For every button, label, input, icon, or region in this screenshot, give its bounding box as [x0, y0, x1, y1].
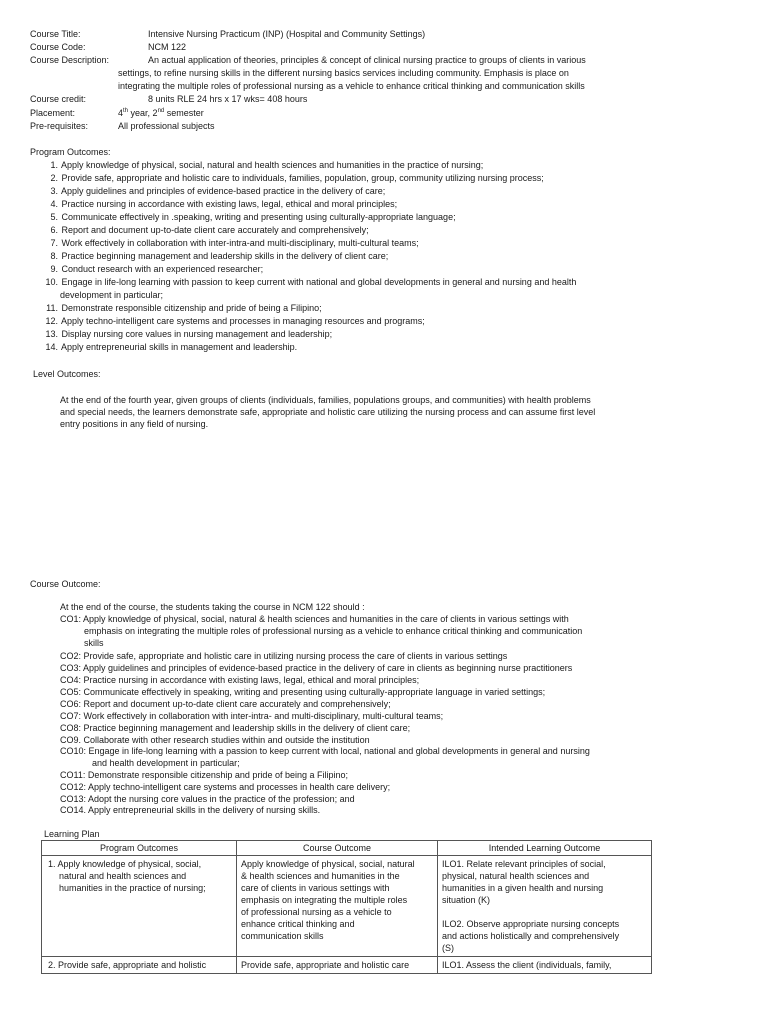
learning-plan-table: [41, 840, 652, 974]
learning-plan-heading: Learning Plan: [44, 829, 100, 839]
program-outcome-item: [44, 198, 684, 210]
program-outcome-item: [44, 250, 684, 262]
program-outcome-item: [44, 172, 684, 184]
course-description-line: An actual application of theories, principles & concept of clinical nursing practice to groups of clients in various: [148, 55, 586, 65]
course-outcome-line: CO10: Engage in life-long learning with a passion to keep current with local, national and global developments in general and nursing: [60, 746, 590, 756]
course-title-label: Course Title:: [30, 29, 81, 39]
course-description-label: Course Description:: [30, 55, 110, 65]
course-code-value: NCM 122: [148, 42, 187, 52]
course-outcome-line: CO12: Apply techno-intelligent care systems and processes in health care delivery;: [60, 782, 391, 792]
course-code-label: Course Code:: [30, 42, 86, 52]
course-outcome-line: CO7: Work effectively in collaboration with inter-intra- and multi-disciplinary, multi-cultural teams;: [60, 711, 444, 721]
placement-year: 4: [118, 108, 124, 118]
course-outcome-line: CO4: Practice nursing in accordance with existing laws, legal, ethical and moral principles;: [60, 675, 420, 685]
cell-line: (S): [442, 943, 454, 953]
cell-line: communication skills: [241, 931, 324, 941]
cell-line: care of clients in various settings with: [241, 883, 390, 893]
course-outcome-line: CO13: Adopt the nursing core values in the practice of the profession; and: [60, 794, 355, 804]
program-outcome-text: Display nursing core values in nursing management and leadership;: [61, 329, 333, 339]
program-outcome-text: Engage in life-long learning with passion to keep current with national and global developments in general and nursing and health: [61, 277, 577, 287]
course-outcome-line: CO3: Apply guidelines and principles of evidence-based practice in the delivery of care in clients as beginning nurse practitioners: [60, 663, 573, 673]
column-header-intended-learning-outcome: Intended Learning Outcome: [438, 841, 652, 856]
cell-line: enhance critical thinking and: [241, 919, 355, 929]
cell-line: Provide safe, appropriate and holistic care: [241, 960, 410, 970]
program-outcome-text: Practice beginning management and leadership skills in the delivery of client care;: [61, 251, 389, 261]
cell-line: situation (K): [442, 895, 491, 905]
cell-course-outcome: [237, 957, 438, 974]
program-outcome-item: [44, 237, 684, 249]
course-credit-value: 8 units RLE 24 hrs x 17 wks= 408 hours: [148, 94, 308, 104]
program-outcome-number: 2.: [50, 173, 58, 183]
spacer: [442, 906, 647, 918]
table-row: [42, 856, 652, 957]
course-title-value: Intensive Nursing Practicum (INP) (Hospital and Community Settings): [148, 29, 426, 39]
program-outcome-number: 12.: [45, 316, 58, 326]
cell-line: ILO1. Relate relevant principles of social,: [442, 859, 606, 869]
course-outcome-line: CO9. Collaborate with other research studies within and outside the institution: [60, 735, 370, 745]
cell-line: ILO1. Assess the client (individuals, family,: [442, 960, 612, 970]
level-outcomes-line: entry positions in any field of nursing.: [60, 419, 209, 429]
program-outcome-number: 4.: [50, 199, 58, 209]
course-outcome-line: CO8: Practice beginning management and leadership skills in the delivery of client care;: [60, 723, 411, 733]
cell-line: & health sciences and humanities in the: [241, 871, 400, 881]
program-outcome-item: [44, 341, 684, 353]
cell-line: humanities in a given health and nursing: [442, 883, 604, 893]
placement-label: Placement:: [30, 108, 76, 118]
cell-line: natural and health sciences and: [59, 871, 187, 881]
cell-line: physical, natural health sciences and: [442, 871, 590, 881]
level-outcomes-line: At the end of the fourth year, given groups of clients (individuals, families, populations groups, and communities) with health problems: [60, 395, 591, 405]
program-outcome-item: [44, 302, 684, 314]
prerequisites-label: Pre-requisites:: [30, 121, 89, 131]
program-outcome-number: 1.: [50, 160, 58, 170]
program-outcome-item: [44, 224, 684, 236]
placement-year-suffix: th: [123, 108, 129, 114]
course-outcome-line: and health development in particular;: [92, 758, 240, 768]
program-outcome-number: 14.: [45, 342, 58, 352]
program-outcome-text: Practice nursing in accordance with existing laws, legal, ethical and moral principles;: [61, 199, 398, 209]
course-description-line: settings, to refine nursing skills in the different nursing basics services including community. Emphasis is place on: [118, 68, 569, 78]
program-outcome-text: Demonstrate responsible citizenship and pride of being a Filipino;: [61, 303, 322, 313]
program-outcome-item: [44, 328, 684, 340]
program-outcome-text: Report and document up-to-date client care accurately and comprehensively;: [61, 225, 369, 235]
course-outcome-intro: At the end of the course, the students taking the course in NCM 122 should :: [60, 602, 365, 612]
course-outcome-line: CO1: Apply knowledge of physical, social, natural & health sciences and humanities in the care of clients in various settings with: [60, 614, 569, 624]
course-outcome-line: CO5: Communicate effectively in speaking, writing and presenting using culturally-appropriate language in varied settings;: [60, 687, 546, 697]
program-outcome-item: [44, 263, 684, 275]
program-outcome-text: Communicate effectively in .speaking, writing and presenting using culturally-appropriate language;: [61, 212, 456, 222]
program-outcome-text: Apply knowledge of physical, social, natural and health sciences and humanities in the practice of nursing;: [61, 160, 484, 170]
cell-intended-learning-outcome: [438, 856, 652, 957]
course-outcome-line: emphasis on integrating the multiple roles of professional nursing as a vehicle to enhance critical thinking and communication: [84, 626, 583, 636]
program-outcome-number: 10.: [45, 277, 58, 287]
program-outcome-text-continued: development in particular;: [60, 290, 164, 300]
table-header-row: [42, 841, 652, 856]
cell-line: 1. Apply knowledge of physical, social,: [48, 859, 202, 869]
cell-line: humanities in the practice of nursing;: [59, 883, 206, 893]
placement-semester: semester: [164, 108, 204, 118]
course-description-line: integrating the multiple roles of professional nursing as a vehicle to enhance critical thinking and communication skills: [118, 81, 585, 91]
program-outcome-text: Provide safe, appropriate and holistic care to individuals, families, population, group, community utilizing nursing process;: [61, 173, 544, 183]
prerequisites-value: All professional subjects: [118, 121, 215, 131]
cell-line: 2. Provide safe, appropriate and holistic: [48, 960, 207, 970]
program-outcome-item: [44, 185, 684, 197]
program-outcome-number: 8.: [50, 251, 58, 261]
program-outcome-number: 13.: [45, 329, 58, 339]
program-outcome-number: 7.: [50, 238, 58, 248]
cell-line: of professional nursing as a vehicle to: [241, 907, 392, 917]
cell-program-outcome: [42, 856, 237, 957]
placement-mid: year, 2: [128, 108, 158, 118]
column-header-course-outcome: Course Outcome: [237, 841, 438, 856]
program-outcome-item: [44, 211, 684, 223]
course-outcome-heading: Course Outcome:: [30, 579, 101, 589]
course-outcome-line: CO6: Report and document up-to-date client care accurately and comprehensively;: [60, 699, 391, 709]
program-outcomes-heading: Program Outcomes:: [30, 147, 111, 157]
placement-value: [118, 107, 204, 119]
course-outcome-line: CO14. Apply entrepreneurial skills in the delivery of nursing skills.: [60, 805, 321, 815]
course-credit-label: Course credit:: [30, 94, 87, 104]
program-outcome-number: 11.: [46, 303, 58, 313]
cell-course-outcome: [237, 856, 438, 957]
cell-line: and actions holistically and comprehensively: [442, 931, 620, 941]
course-outcome-line: CO2: Provide safe, appropriate and holistic care in utilizing nursing process the care of clients in various settings: [60, 651, 508, 661]
placement-semester-suffix: nd: [157, 108, 165, 114]
program-outcome-text: Apply entrepreneurial skills in management and leadership.: [61, 342, 298, 352]
cell-program-outcome: [42, 957, 237, 974]
program-outcome-text: Conduct research with an experienced researcher;: [61, 264, 264, 274]
program-outcome-number: 6.: [50, 225, 58, 235]
program-outcome-text: Apply techno-intelligent care systems and processes in managing resources and programs;: [61, 316, 425, 326]
cell-intended-learning-outcome: [438, 957, 652, 974]
program-outcome-number: 3.: [50, 186, 58, 196]
table-row: [42, 957, 652, 974]
level-outcomes-line: and special needs, the learners demonstrate safe, appropriate and holistic care utilizing the nursing process and can assume first level: [60, 407, 596, 417]
program-outcome-text: Work effectively in collaboration with inter-intra-and multi-disciplinary, multi-cultural teams;: [61, 238, 419, 248]
program-outcome-item: [44, 315, 684, 327]
program-outcome-item: [44, 159, 684, 171]
program-outcome-text: Apply guidelines and principles of evidence-based practice in the delivery of care;: [61, 186, 386, 196]
cell-line: ILO2. Observe appropriate nursing concepts: [442, 919, 620, 929]
program-outcome-item: [44, 276, 684, 288]
cell-line: Apply knowledge of physical, social, natural: [241, 859, 415, 869]
course-outcome-line: CO11: Demonstrate responsible citizenship and pride of being a Filipino;: [60, 770, 348, 780]
course-outcome-line: skills: [84, 638, 104, 648]
level-outcomes-heading: Level Outcomes:: [33, 369, 101, 379]
program-outcome-number: 9.: [50, 264, 58, 274]
cell-line: emphasis on integrating the multiple roles: [241, 895, 408, 905]
column-header-program-outcomes: Program Outcomes: [42, 841, 237, 856]
program-outcome-number: 5.: [50, 212, 58, 222]
